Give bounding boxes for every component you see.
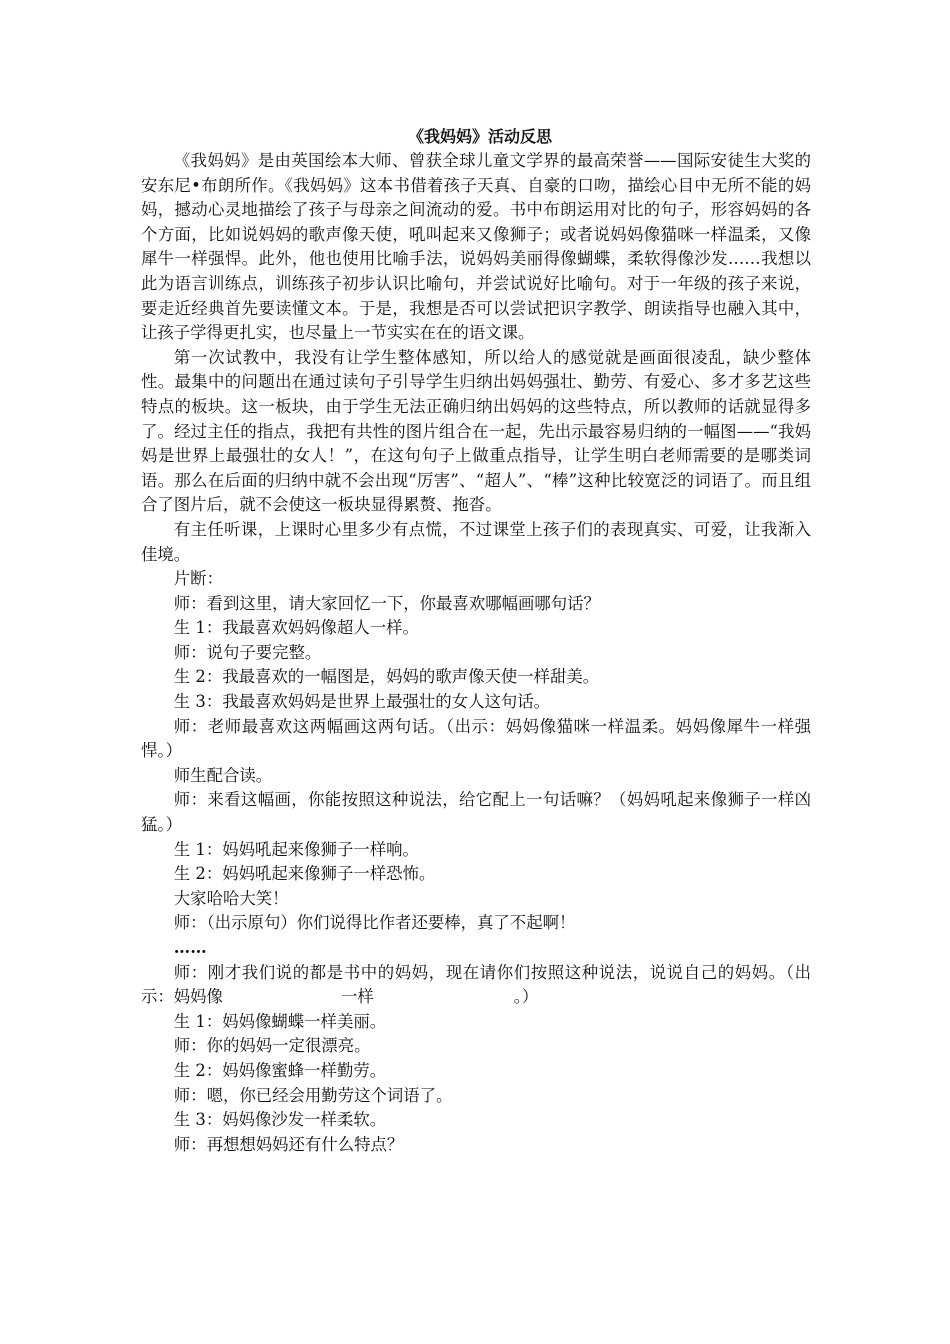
dialogue-line: 师：嗯，你已经会用勤劳这个词语了。 <box>173 1085 453 1105</box>
dialogue-line: 生 3：妈妈像沙发一样柔软。 <box>173 1110 387 1130</box>
dialogue-line: 师生配合读。 <box>173 765 273 785</box>
dialogue-ellipsis: …… <box>173 938 207 957</box>
dialogue-line: 师：说句子要完整。 <box>173 642 322 662</box>
dialogue-line: 师：来看这幅画，你能按照这种说法，给它配上一句话嘛？（妈妈吼起来像狮子一样凶猛。） <box>141 790 811 835</box>
dialogue-line: 师：再想想妈妈还有什么特点？ <box>173 1134 404 1154</box>
fill-in-prompt <box>141 961 811 1010</box>
document-title: 《我妈妈》活动反思 <box>407 127 552 146</box>
paragraph-classroom: 有主任听课，上课时心里多少有点慌，不过课堂上孩子们的表现真实、可爱，让我渐入佳境。 <box>141 519 811 564</box>
fill-in-end: 。） <box>513 987 539 1007</box>
dialogue-line: 师：你的妈妈一定很漂亮。 <box>173 1036 371 1056</box>
dialogue-line: 生 1：我最喜欢妈妈像超人一样。 <box>173 618 419 638</box>
dialogue-line: 生 2：妈妈吼起来像狮子一样恐怖。 <box>173 864 436 884</box>
dialogue-line: 片断： <box>173 569 223 589</box>
dialogue-line: 生 1：妈妈吼起来像狮子一样响。 <box>173 839 419 859</box>
dialogue-line: 师：老师最喜欢这两幅画这两句话。（出示：妈妈像猫咪一样温柔。妈妈像犀牛一样强悍。） <box>141 716 811 761</box>
dialogue-line: 生 2：我最喜欢的一幅图是，妈妈的歌声像天使一样甜美。 <box>173 667 600 687</box>
dialogue-line: 生 2：妈妈像蜜蜂一样勤劳。 <box>173 1060 387 1080</box>
document-page <box>141 125 811 1157</box>
dialogue-line: 生 3：我最喜欢妈妈是世界上最强壮的女人这句话。 <box>173 692 551 712</box>
dialogue-line: 师：看到这里，请大家回忆一下，你最喜欢哪幅画哪句话？ <box>173 593 600 613</box>
dialogue-line: 师：（出示原句）你们说得比作者还要棒，真了不起啊！ <box>173 913 576 933</box>
paragraph-intro: 《我妈妈》是由英国绘本大师、曾获全球儿童文学界的最高荣誉——国际安徒生大奖的安东尼•布朗所作。《我妈妈》这本书借着孩子天真、自豪的口吻，描绘心目中无所不能的妈妈，撼动心灵地描绘了孩子与母亲之间流动的爱。书中布朗运用对比的句子，形容妈妈的各个方面，比如说妈妈的歌声像天使，吼叫起来又像狮子；或者说妈妈像猫咪一样温柔，又像犀牛一样强悍。此外，他也使用比喻手法，说妈妈美丽得像蝴蝶，柔软得像沙发……我想以此为语言训练点，训练孩子初步认识比喻句，并尝试说好比喻句。对于一年级的孩子来说，要走近经典首先要读懂文本。于是，我想是否可以尝试把识字教学、朗读指导也融入其中，让孩子学得更扎实，也尽量上一节实实在在的语文课。 <box>141 151 811 343</box>
fill-in-middle: 一样 <box>340 987 374 1007</box>
fill-in-lead: 师：刚才我们说的都是书中的妈妈，现在请你们按照这种说法，说说自己的妈妈。（出示：妈妈像 <box>141 962 811 1007</box>
paragraph-first-trial: 第一次试教中，我没有让学生整体感知，所以给人的感觉就是画面很凌乱，缺少整体性。最集中的问题出在通过读句子引导学生归纳出妈妈强壮、勤劳、有爱心、多才多艺这些特点的板块。这一板块，由于学生无法正确归纳出妈妈的这些特点，所以教师的话就显得多了。经过主任的指点，我把有共性的图片组合在一起，先出示最容易归纳的一幅图——“我妈妈是世界上最强壮的女人！”，在这句句子上做重点指导，让学生明白老师需要的是哪类词语。那么在后面的归纳中就不会出现“厉害”、“超人”、“棒”这种比较宽泛的词语了。而且组合了图片后，就不会使这一板块显得累赘、拖沓。 <box>141 347 811 515</box>
dialogue-line: 大家哈哈大笑！ <box>173 888 289 908</box>
dialogue-line: 生 1：妈妈像蝴蝶一样美丽。 <box>173 1011 387 1031</box>
